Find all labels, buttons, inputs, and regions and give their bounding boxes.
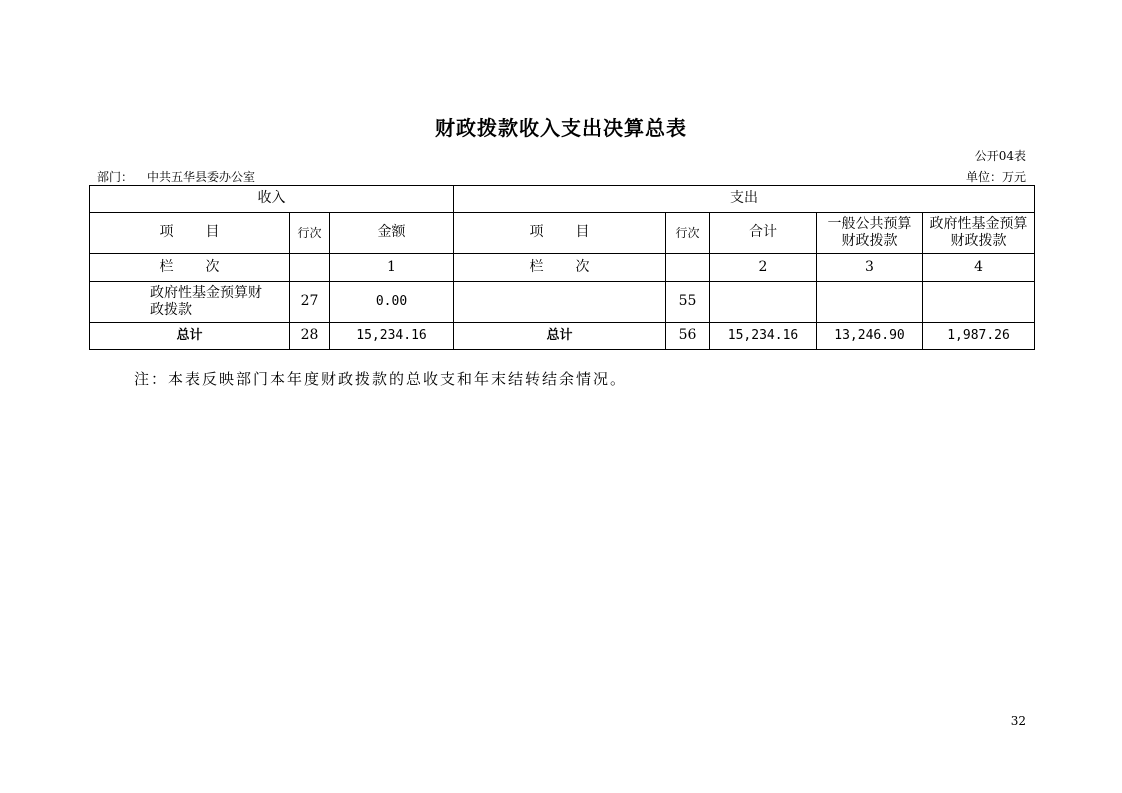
income-col-label: 栏 次: [90, 254, 290, 282]
report-title: 财政拨款收入支出决算总表: [435, 116, 687, 140]
expense-row-no-header: 行次: [666, 213, 710, 254]
form-number: 公开04表: [974, 149, 1026, 163]
income-group-header: 收入: [90, 186, 454, 213]
expense-general-total: 13,246.90: [817, 323, 923, 350]
expense-gov-fund-total: 1,987.26: [923, 323, 1035, 350]
group-header-row: [90, 186, 1035, 213]
column-number-row: [90, 254, 1035, 282]
total-row: [90, 323, 1035, 350]
department-name: 中共五华县委办公室: [147, 170, 256, 184]
expense-total-cell: [710, 282, 817, 323]
income-total-amount: 15,234.16: [330, 323, 454, 350]
gov-fund-header: 政府性基金预算财政拨款: [923, 213, 1035, 254]
table-row: [90, 282, 1035, 323]
expense-total-header: 合计: [710, 213, 817, 254]
income-item-header: 项 目: [90, 213, 290, 254]
table-note: 注：本表反映部门本年度财政拨款的总收支和年末结转结余情况。: [134, 370, 628, 388]
gov-fund-col-number: 4: [923, 254, 1035, 282]
income-amount-header: 金额: [330, 213, 454, 254]
income-row-no-col: [290, 254, 330, 282]
income-amount-cell: 0.00: [330, 282, 454, 323]
department-line: [97, 168, 255, 185]
expense-total-label: 总计: [454, 323, 666, 350]
general-col-number: 3: [817, 254, 923, 282]
expense-general-cell: [817, 282, 923, 323]
expense-col-label: 栏 次: [454, 254, 666, 282]
department-label: 部门：: [97, 170, 134, 184]
expense-total-row-no: 56: [666, 323, 710, 350]
amount-col-number: 1: [330, 254, 454, 282]
income-row-no-header: 行次: [290, 213, 330, 254]
expense-gov-fund-cell: [923, 282, 1035, 323]
column-header-row: [90, 213, 1035, 254]
expense-row-no-cell: 55: [666, 282, 710, 323]
income-item-cell: 政府性基金预算财政拨款: [90, 282, 290, 323]
expense-item-cell: [454, 282, 666, 323]
income-row-no-cell: 27: [290, 282, 330, 323]
expense-item-header: 项 目: [454, 213, 666, 254]
income-total-row-no: 28: [290, 323, 330, 350]
expense-row-no-col: [666, 254, 710, 282]
income-total-label: 总计: [90, 323, 290, 350]
expense-group-header: 支出: [454, 186, 1035, 213]
expense-total-amount: 15,234.16: [710, 323, 817, 350]
general-budget-header: 一般公共预算财政拨款: [817, 213, 923, 254]
budget-summary-table: [89, 185, 1035, 350]
total-col-number: 2: [710, 254, 817, 282]
unit-label: 单位：万元: [965, 170, 1026, 184]
page-number: 32: [1010, 714, 1026, 728]
